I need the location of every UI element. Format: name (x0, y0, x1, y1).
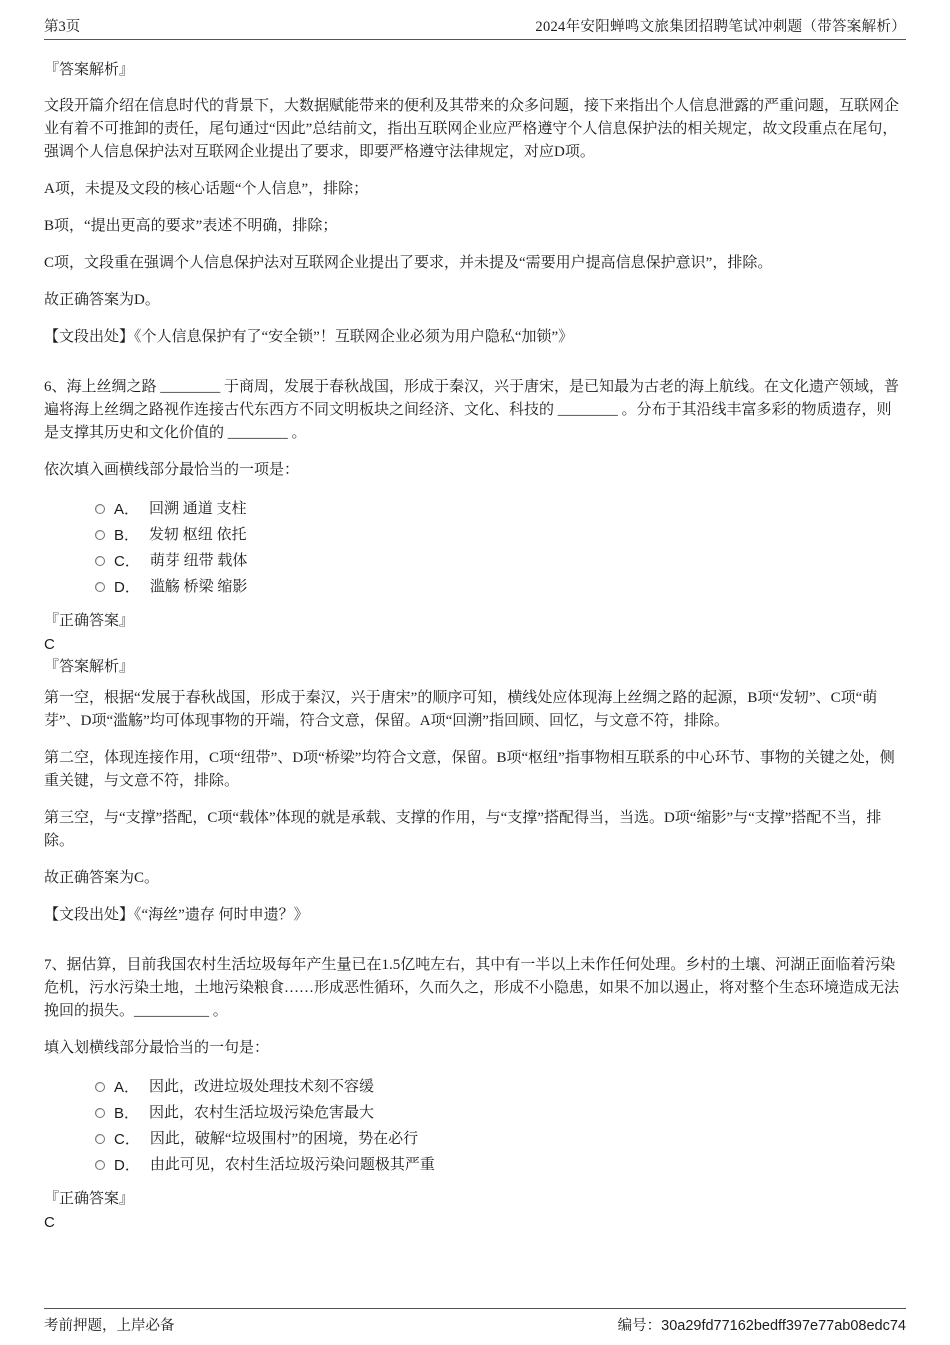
analysis-paragraph-3: 第三空，与“支撑”搭配，C项“载体”体现的就是承载、支撑的作用，与“支撑”搭配得当，当选。D项“缩影”与“支撑”搭配不当，排除。 (44, 810, 882, 849)
option-b (95, 1100, 906, 1126)
analysis-heading: 『答案解析』 (44, 659, 135, 675)
option-d (95, 574, 906, 600)
correct-answer-heading: 『正确答案』 (44, 1191, 135, 1207)
analysis-conclusion: 故正确答案为D。 (44, 292, 160, 308)
option-radio[interactable] (95, 1134, 105, 1144)
correct-answer-block (44, 1188, 906, 1234)
option-radio[interactable] (95, 1160, 105, 1170)
page-header (44, 0, 906, 40)
source-reference: 【文段出处】《个人信息保护有了“安全锁”！互联网企业必须为用户隐私“加锁”》 (44, 329, 574, 345)
options-list (44, 496, 906, 600)
option-c (95, 548, 906, 574)
option-letter: D． (114, 578, 140, 596)
page-number: 第3页 (44, 19, 81, 35)
option-text: 发轫 枢纽 依托 (149, 526, 247, 543)
document-title: 2024年安阳蝉鸣文旅集团招聘笔试冲刺题（带答案解析） (535, 19, 906, 35)
page-content (44, 40, 906, 1234)
option-radio[interactable] (95, 556, 105, 566)
footer-code (618, 1314, 906, 1335)
analysis-item-b: B项，“提出更高的要求”表述不明确，排除； (44, 218, 338, 234)
option-text: 因此，破解“垃圾围村”的困境，势在必行 (149, 1130, 419, 1147)
correct-answer-value: C (44, 636, 55, 653)
correct-answer-heading: 『正确答案』 (44, 613, 135, 629)
option-radio[interactable] (95, 1108, 105, 1118)
analysis-item-c: C项，文段重在强调个人信息保护法对互联网企业提出了要求，并未提及“需要用户提高信息保护意识”，排除。 (44, 255, 773, 271)
option-text: 萌芽 纽带 载体 (149, 552, 248, 569)
question-7 (44, 954, 906, 1234)
option-a (95, 496, 906, 522)
footer-slogan: 考前押题，上岸必备 (44, 1318, 175, 1334)
analysis-heading: 『答案解析』 (44, 62, 135, 78)
analysis-item-a: A项，未提及文段的核心话题“个人信息”，排除； (44, 181, 369, 197)
analysis-paragraph-2: 第二空，体现连接作用，C项“纽带”、D项“桥梁”均符合文意，保留。B项“枢纽”指事物相互联系的中心环节、事物的关键之处，侧重关键，与文意不符，排除。 (44, 750, 895, 789)
question-prompt: 填入划横线部分最恰当的一句是： (44, 1040, 270, 1056)
option-letter: B． (114, 526, 140, 544)
option-radio[interactable] (95, 530, 105, 540)
question-6 (44, 376, 906, 927)
option-radio[interactable] (95, 1082, 105, 1092)
option-letter: D． (114, 1156, 140, 1174)
prev-question-analysis (44, 59, 906, 349)
option-letter: A． (114, 1078, 140, 1096)
footer-code-value: 30a29fd77162bedff397e77ab08edc74 (661, 1318, 906, 1334)
option-a (95, 1074, 906, 1100)
option-d (95, 1152, 906, 1178)
option-text: 因此，农村生活垃圾污染危害最大 (149, 1104, 375, 1121)
question-stem: 7、据估算，目前我国农村生活垃圾每年产生量已在1.5亿吨左右，其中有一半以上未作任何处理。乡村的土壤、河湖正面临着污染危机，污水污染土地，土地污染粮食……形成恶性循环，久而久之，形成不小隐患，如果不加以遏止，将对整个生态环境造成无法挽回的损失。__________ 。 (44, 957, 900, 1019)
option-b (95, 522, 906, 548)
option-radio[interactable] (95, 582, 105, 592)
source-reference: 【文段出处】《“海丝”遗存 何时申遗？》 (44, 907, 309, 923)
option-text: 滥觞 桥梁 缩影 (149, 578, 248, 595)
question-prompt: 依次填入画横线部分最恰当的一项是： (44, 462, 300, 478)
option-text: 由此可见，农村生活垃圾污染问题极其严重 (149, 1156, 435, 1173)
option-text: 因此，改进垃圾处理技术刻不容缓 (149, 1078, 375, 1095)
option-c (95, 1126, 906, 1152)
option-text: 回溯 通道 支柱 (149, 500, 247, 517)
analysis-paragraph-1: 第一空，根据“发展于春秋战国，形成于秦汉，兴于唐宋”的顺序可知，横线处应体现海上丝绸之路的起源，B项“发轫”、C项“萌芽”、D项“滥觞”均可体现事物的开端，符合文意，保留。A项“回溯”指回顾、回忆，与文意不符，排除。 (44, 690, 878, 729)
option-letter: C． (114, 552, 140, 570)
analysis-conclusion: 故正确答案为C。 (44, 870, 160, 886)
correct-answer-block (44, 610, 906, 679)
option-radio[interactable] (95, 504, 105, 514)
option-letter: B． (114, 1104, 140, 1122)
correct-answer-value: C (44, 1214, 55, 1231)
option-letter: C． (114, 1130, 140, 1148)
options-list (44, 1074, 906, 1178)
page-footer (44, 1308, 906, 1335)
analysis-paragraph: 文段开篇介绍在信息时代的背景下，大数据赋能带来的便利及其带来的众多问题，接下来指出个人信息泄露的严重问题，互联网企业有着不可推卸的责任，尾句通过“因此”总结前文，指出互联网企业应严格遵守个人信息保护法的相关规定，故文段重点在尾句，强调个人信息保护法对互联网企业提出了要求，即要严格遵守法律规定，对应D项。 (44, 98, 900, 160)
option-letter: A． (114, 500, 140, 518)
footer-code-label: 编号： (617, 1318, 662, 1334)
question-stem: 6、海上丝绸之路 ________ 于商周，发展于春秋战国，形成于秦汉，兴于唐宋，是已知最为古老的海上航线。在文化遗产领域，普遍将海上丝绸之路视作连接古代东西方不同文明板块之间经济、文化、科技的 ________ 。分布于其沿线丰富多彩的物质遗存，则是支撑其历史和文化价值的 ________ 。 (44, 379, 900, 441)
